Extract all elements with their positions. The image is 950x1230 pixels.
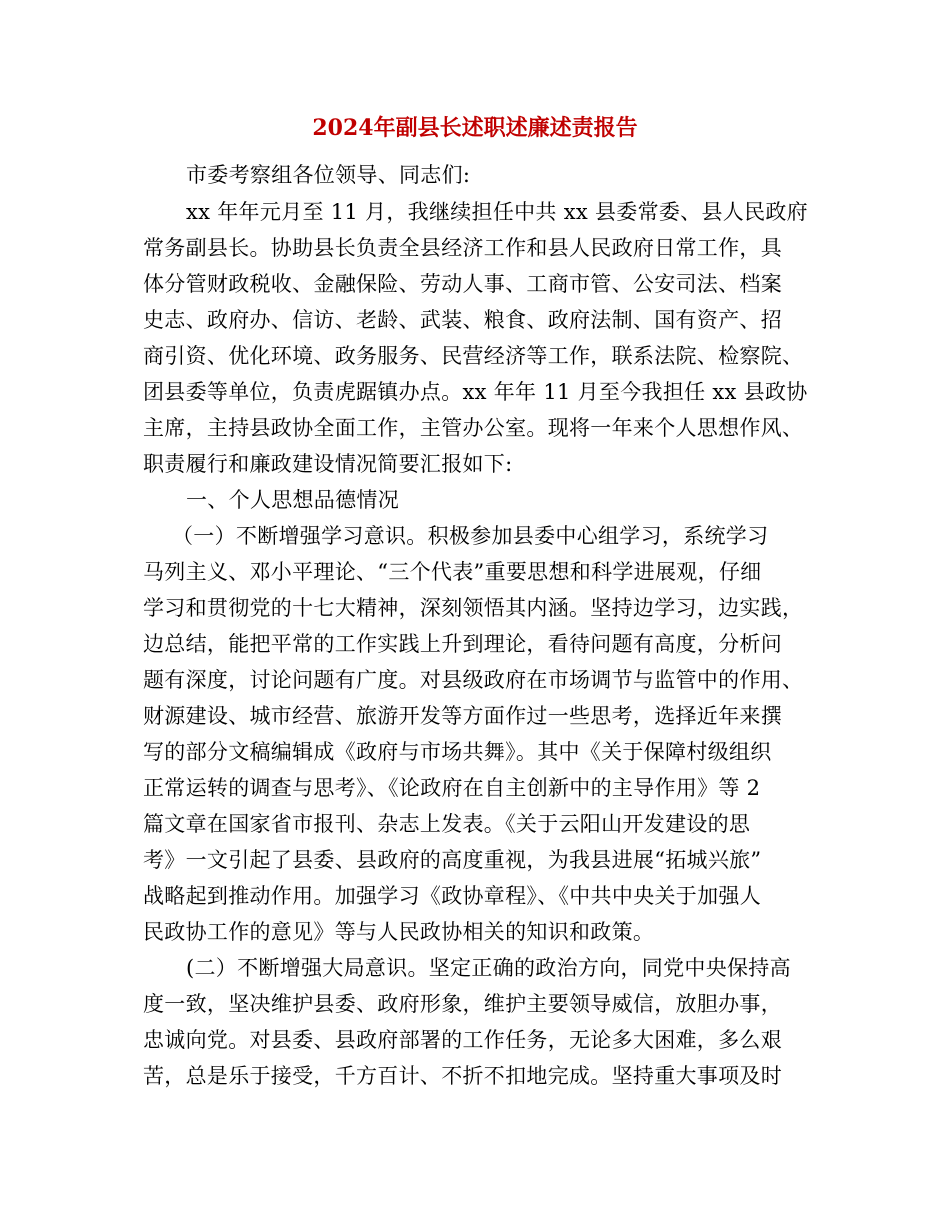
paragraph-line: 边总结，能把平常的工作实践上升到理论，看待问题有高度，分析问 [143,632,782,656]
paragraph-line: 团县委等单位，负责虎踞镇办点。xx 年年 11 月至今我担任 xx 县政协 [143,380,808,404]
paragraph-line: 马列主义、邓小平理论、“三个代表”重要思想和科学进展观，仔细 [143,560,762,584]
paragraph-line: 常务副县长。协助县长负责全县经济工作和县人民政府日常工作，具 [143,236,782,260]
paragraph-line: 财源建设、城市经营、旅游开发等方面作过一些思考，选择近年来撰 [143,704,782,728]
paragraph-line: 史志、政府办、信访、老龄、武装、粮食、政府法制、国有资产、招 [143,308,782,332]
paragraph-line: 写的部分文稿编辑成《政府与市场共舞》。其中《关于保障村级组织 [143,740,772,764]
section-heading: 一、个人思想品德情况 [186,488,399,512]
paragraph-line: 体分管财政税收、金融保险、劳动人事、工商市管、公安司法、档案 [143,272,782,296]
paragraph-line: 度一致，坚决维护县委、政府形象，维护主要领导威信，放胆办事， [143,992,782,1016]
paragraph-line: 忠诚向党。对县委、县政府部署的工作任务，无论多大困难，多么艰 [143,1028,782,1052]
paragraph-line: 题有深度，讨论问题有广度。对县级政府在市场调节与监管中的作用、 [143,668,804,692]
paragraph-line: 苦，总是乐于接受，千方百计、不折不扣地完成。坚持重大事项及时 [143,1064,782,1088]
paragraph-line: 考》一文引起了县委、县政府的高度重视，为我县进展“拓城兴旅” [143,848,762,872]
paragraph-line: 商引资、优化环境、政务服务、民营经济等工作，联系法院、检察院、 [143,344,804,368]
paragraph-line: （一）不断增强学习意识。积极参加县委中心组学习，系统学习 [172,524,769,548]
paragraph-line: (二）不断增强大局意识。坚定正确的政治方向，同党中央保持高 [186,956,791,980]
document-title: 2024年副县长述职述廉述责报告 [312,115,638,141]
paragraph-line: xx 年年元月至 11 月，我继续担任中共 xx 县委常委、县人民政府 [186,200,808,224]
paragraph-line: 市委考察组各位领导、同志们: [186,163,471,187]
paragraph-line: 主席，主持县政协全面工作，主管办公室。现将一年来个人思想作风、 [143,416,804,440]
paragraph-line: 民政协工作的意见》等与人民政协相关的知识和政策。 [143,920,655,944]
paragraph-line: 正常运转的调查与思考》、《论政府在自主创新中的主导作用》等 2 [143,776,761,800]
paragraph-line: 战略起到推动作用。加强学习《政协章程》、《中共中央关于加强人 [143,884,761,908]
paragraph-line: 职责履行和廉政建设情况简要汇报如下: [143,452,513,476]
paragraph-line: 篇文章在国家省市报刊、杂志上发表。《关于云阳山开发建设的思 [143,812,751,836]
paragraph-line: 学习和贯彻党的十七大精神，深刻领悟其内涵。坚持边学习，边实践， [143,596,804,620]
